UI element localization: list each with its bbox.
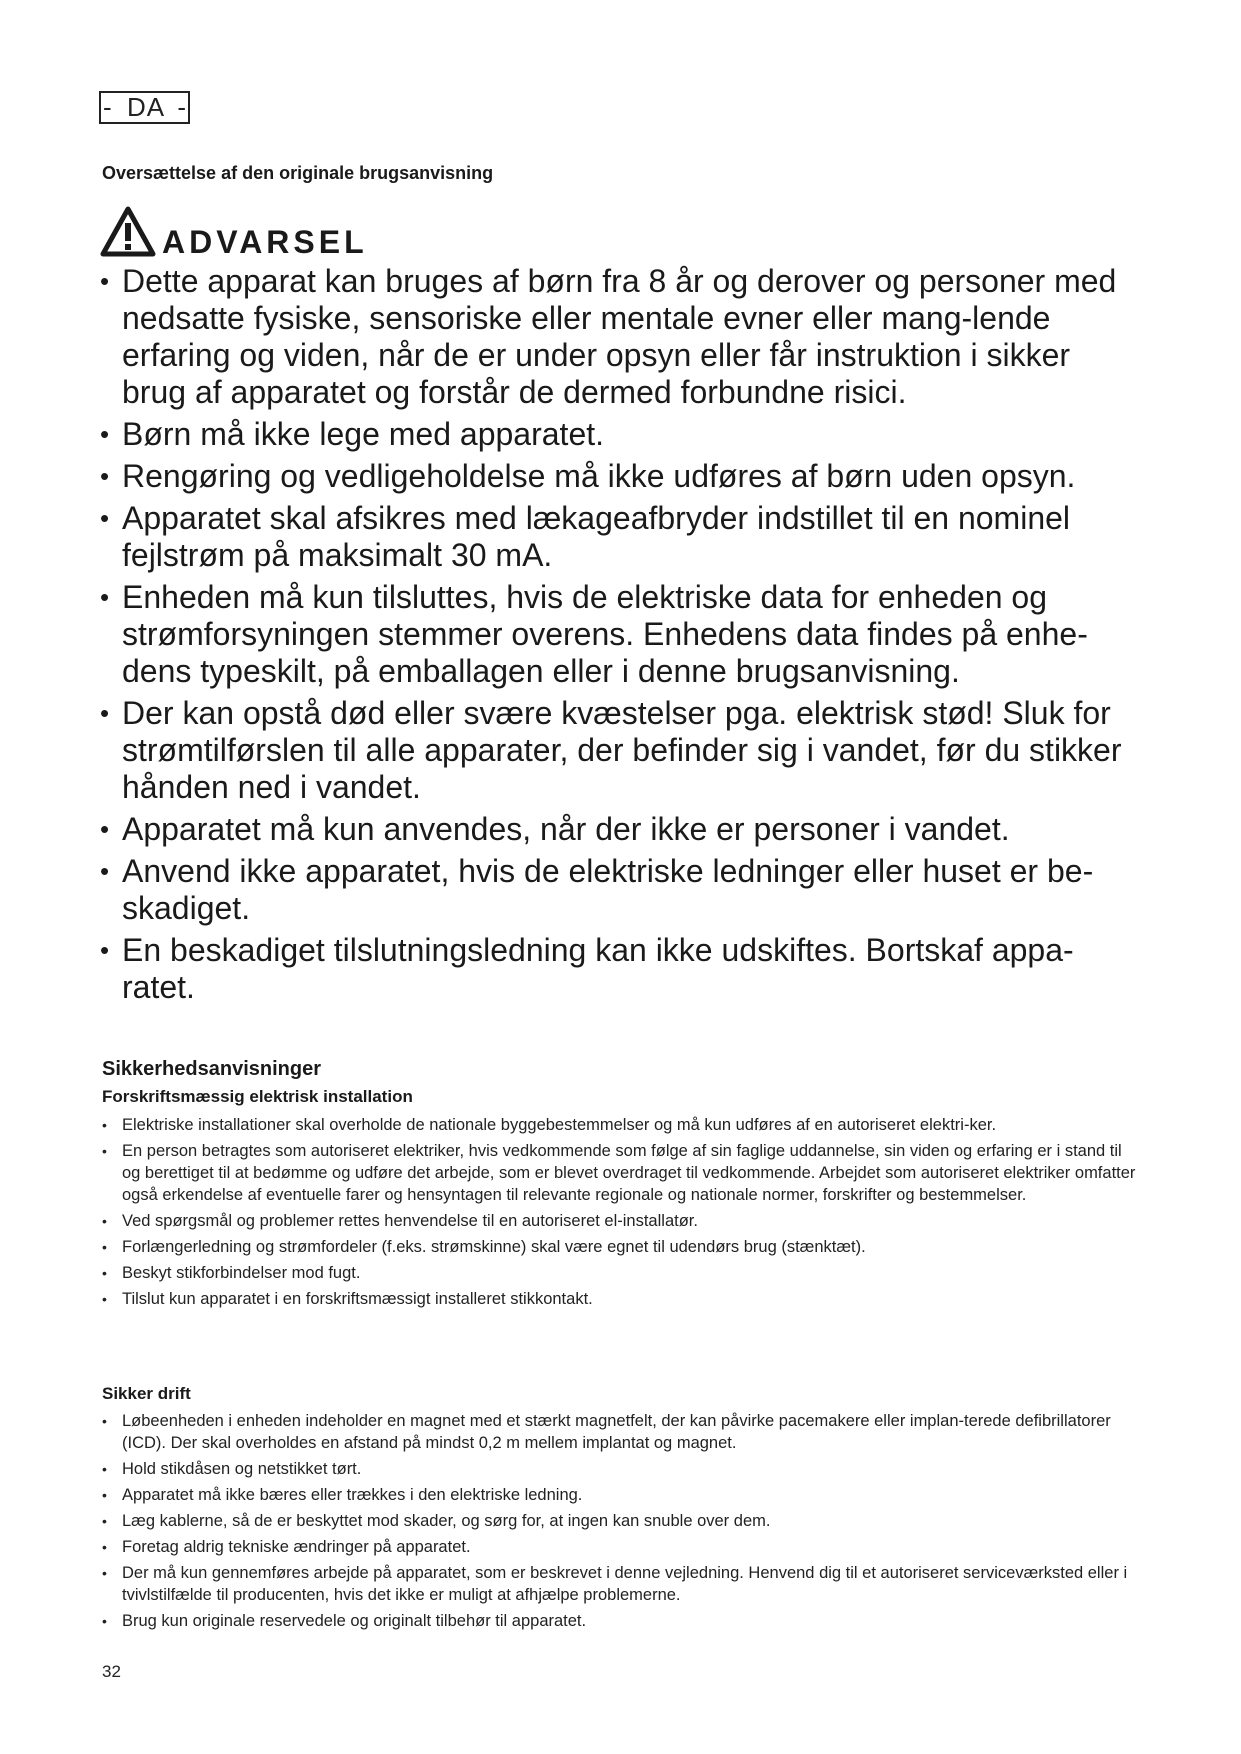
warning-triangle-icon [100, 206, 156, 258]
warning-item: • Rengøring og vedligeholdelse må ikke udføres af børn uden opsyn. [100, 458, 1140, 495]
installation-item: • Beskyt stikforbindelser mod fugt. [100, 1262, 1140, 1284]
operation-item: • Foretag aldrig tekniske ændringer på apparatet. [100, 1536, 1140, 1558]
warning-item: • Anvend ikke apparatet, hvis de elektriske ledninger eller huset er be-skadiget. [100, 853, 1140, 927]
operation-title: Sikker drift [102, 1384, 191, 1403]
installation-item: • Ved spørgsmål og problemer rettes henvendelse til en autoriseret el-installatør. [100, 1210, 1140, 1232]
operation-item: • Der må kun gennemføres arbejde på apparatet, som er beskrevet i denne vejledning. Henvend dig til et autoriseret serviceværksted eller i tvivlstilfælde til producenten, hvis det ikke er muligt at afhjælpe problemerne. [100, 1562, 1140, 1606]
installation-title: Forskriftsmæssig elektrisk installation [102, 1087, 413, 1106]
operation-item: • Hold stikdåsen og netstikket tørt. [100, 1458, 1140, 1480]
warning-item: • Apparatet må kun anvendes, når der ikke er personer i vandet. [100, 811, 1140, 848]
safety-section-title: Sikkerhedsanvisninger [102, 1058, 321, 1080]
operation-list [100, 1410, 1140, 1636]
operation-item: • Læg kablerne, så de er beskyttet mod skader, og sørg for, at ingen kan snuble over dem. [100, 1510, 1140, 1532]
warning-title: ADVARSEL [162, 224, 368, 260]
warning-heading [100, 206, 500, 262]
warning-item: • Enheden må kun tilsluttes, hvis de elektriske data for enheden og strømforsyningen stemmer overens. Enhedens data findes på enhe-dens typeskilt, på emballagen eller i denne brugsanvisning. [100, 579, 1140, 690]
installation-list [100, 1114, 1140, 1314]
operation-item: • Brug kun originale reservedele og originalt tilbehør til apparatet. [100, 1610, 1140, 1632]
lang-dash-right: - [177, 92, 186, 122]
warning-item: • Der kan opstå død eller svære kvæstelser pga. elektrisk stød! Sluk for strømtilførslen til alle apparater, der befinder sig i vandet, før du stikker hånden ned i vandet. [100, 695, 1140, 806]
warning-item: • En beskadiget tilslutningsledning kan ikke udskiftes. Bortskaf appa-ratet. [100, 932, 1140, 1006]
page-number: 32 [102, 1662, 121, 1681]
operation-item: • Løbeenheden i enheden indeholder en magnet med et stærkt magnetfelt, der kan påvirke pacemakere eller implan-terede defibrillatorer (ICD). Der skal overholdes en afstand på mindst 0,2 m mellem implantat og magnet. [100, 1410, 1140, 1454]
installation-item: • Elektriske installationer skal overholde de nationale byggebestemmelser og må kun udføres af en autoriseret elektri-ker. [100, 1114, 1140, 1136]
warning-item: • Børn må ikke lege med apparatet. [100, 416, 1140, 453]
installation-item: • En person betragtes som autoriseret elektriker, hvis vedkommende som følge af sin faglige uddannelse, sin viden og erfaring er i stand til og berettiget til at bedømme og udføre det arbejde, som er blevet overdraget til vedkommende. Arbejdet som autoriseret elektriker omfatter også erkendelse af eventuelle farer og hensyntagen til relevante regionale og nationale normer, forskrifter og bestemmelser. [100, 1140, 1140, 1206]
document-subtitle: Oversættelse af den originale brugsanvisning [102, 163, 494, 183]
warning-list [100, 263, 1140, 1011]
warning-item: • Dette apparat kan bruges af børn fra 8 år og derover og personer med nedsatte fysiske, sensoriske eller mentale evner eller mang-lende erfaring og viden, når de er under opsyn eller får instruktion i sikker brug af apparatet og forstår de dermed forbundne risici. [100, 263, 1140, 411]
lang-dash-left: - [103, 92, 112, 122]
language-code: DA [127, 92, 166, 122]
operation-item: • Apparatet må ikke bæres eller trækkes i den elektriske ledning. [100, 1484, 1140, 1506]
installation-item: • Forlængerledning og strømfordeler (f.eks. strømskinne) skal være egnet til udendørs brug (stænktæt). [100, 1236, 1140, 1258]
language-tag [99, 91, 190, 124]
warning-item: • Apparatet skal afsikres med lækageafbryder indstillet til en nominel fejlstrøm på maksimalt 30 mA. [100, 500, 1140, 574]
installation-item: • Tilslut kun apparatet i en forskriftsmæssigt installeret stikkontakt. [100, 1288, 1140, 1310]
